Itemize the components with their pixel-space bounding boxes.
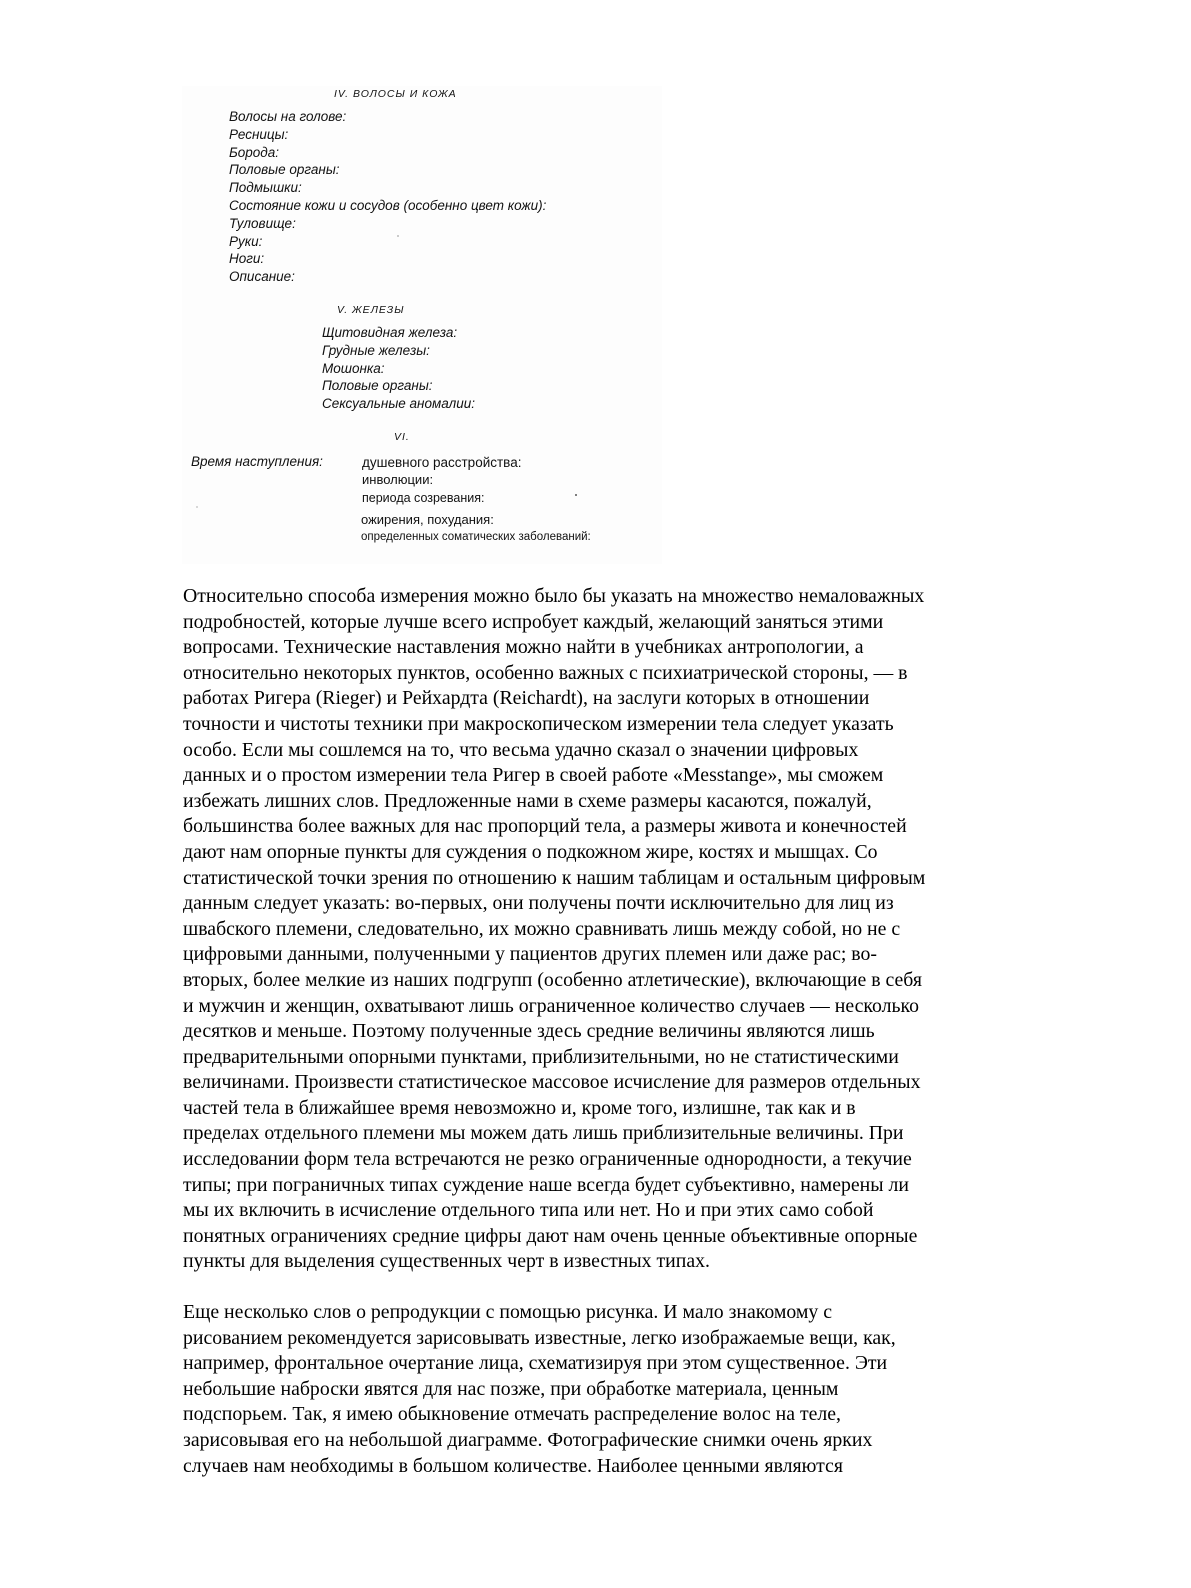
scan-speck: [196, 506, 198, 508]
body-paragraph-2: [183, 1300, 1023, 1479]
text-line: десятков и меньше. Поэтому полученные здесь средние величины являются лишь: [183, 1020, 875, 1043]
field-label: Щитовидная железа:: [322, 325, 458, 340]
text-line: рисованием рекомендуется зарисовывать известные, легко изображаемые вещи, как,: [183, 1326, 896, 1349]
text-line: особо. Если мы сошлемся на то, что весьма удачно сказал о значении цифровых: [183, 738, 859, 761]
text-line: типы; при пограничных типах суждение наше всегда будет субъективно, намерены ли: [183, 1173, 909, 1196]
text-line: дают нам опорные пункты для суждения о подкожном жире, костях и мышцах. Со: [183, 840, 878, 863]
text-line: вторых, более мелкие из наших подгрупп (особенно атлетические), включающие в себя: [183, 968, 922, 991]
field-label: Волосы на голове:: [229, 109, 347, 124]
text-line: мы их включить в исчисление отдельного типа или нет. Но и при этих само собой: [183, 1199, 874, 1222]
section-iv-title: IV. ВОЛОСЫ И КОЖА: [334, 88, 457, 100]
field-label: Грудные железы:: [322, 342, 430, 358]
field-label: Половые органы:: [229, 162, 340, 178]
field-label: Половые органы:: [322, 378, 433, 394]
field-label: Мошонка:: [322, 360, 385, 376]
field-label: Состояние кожи и сосудов (особенно цвет кожи):: [229, 197, 547, 213]
text-line: статистической точки зрения по отношению к нашим таблицам и остальным цифровым: [183, 866, 926, 889]
text-line: относительно некоторых пунктов, особенно важных с психиатрической стороны, — в: [183, 661, 908, 684]
text-line: большинства более важных для нас пропорций тела, а размеры живота и конечностей: [183, 815, 907, 838]
onset-item: периода созревания:: [362, 491, 485, 505]
body-paragraph-1: [183, 584, 1023, 1275]
scan-speck: [397, 235, 399, 237]
text-line: Еще несколько слов о репродукции с помощью рисунка. И мало знакомому с: [183, 1301, 833, 1323]
text-line: величинами. Произвести статистическое массовое исчисление для размеров отдельных: [183, 1071, 921, 1094]
onset-item: ожирения, похудания:: [361, 512, 494, 527]
text-line: понятных ограничениях средние цифры дают нам очень ценные объективные опорные: [183, 1224, 918, 1247]
onset-label: Время наступления:: [191, 454, 323, 469]
onset-item: душевного расстройства:: [362, 455, 522, 470]
text-line: вопросами. Технические наставления можно найти в учебниках антропологии, а: [183, 636, 864, 659]
text-line: работах Ригера (Rieger) и Рейхардта (Reichardt), на заслуги которых в отношении: [183, 687, 870, 710]
scan-speck: [575, 494, 577, 496]
section-iv-field-list: [229, 108, 546, 286]
text-line: подспорьем. Так, я имею обыкновение отмечать распределение волос на теле,: [183, 1403, 841, 1426]
text-line: зарисовывая его на небольшой диаграмме. Фотографические снимки очень ярких: [183, 1428, 873, 1451]
text-line: цифровыми данными, полученными у пациентов других племен или даже рас; во-: [183, 943, 877, 966]
text-line: подробностей, которые лучше всего испробует каждый, желающий заняться этими: [183, 610, 884, 633]
text-line: случаев нам необходимы в большом количестве. Наиболее ценными являются: [183, 1454, 843, 1477]
text-line: и мужчин и женщин, охватывают лишь ограниченное количество случаев — несколько: [183, 994, 920, 1017]
section-vi-title: VI.: [394, 431, 410, 443]
field-label: Описание:: [229, 269, 295, 285]
section-v-field-list: [322, 324, 475, 413]
text-line: исследовании форм тела встречаются не резко ограниченные однородности, а текучие: [183, 1148, 912, 1171]
field-label: Туловище:: [229, 215, 296, 231]
field-label: Ресницы:: [229, 126, 289, 142]
text-line: данным следует указать: во-первых, они получены почти исключительно для лиц из: [183, 892, 894, 915]
onset-item: инволюции:: [362, 472, 434, 487]
text-line: швабского племени, следовательно, их можно сравнивать лишь между собой, но не с: [183, 917, 901, 940]
text-line: предварительными опорными пунктами, приблизительными, но не статистическими: [183, 1045, 899, 1068]
section-v-title: V. ЖЕЛЕЗЫ: [337, 304, 405, 316]
field-label: Подмышки:: [229, 180, 302, 196]
text-line: избежать лишних слов. Предложенные нами в схеме размеры касаются, пожалуй,: [183, 789, 872, 812]
text-line: пределах отдельного племени мы можем дать лишь приблизительные величины. При: [183, 1122, 904, 1145]
field-label: Борода:: [229, 144, 280, 160]
field-label: Руки:: [229, 233, 263, 249]
text-line: Относительно способа измерения можно было бы указать на множество немаловажных: [183, 585, 925, 607]
text-line: частей тела в ближайшее время невозможно и, кроме того, излишне, так как и в: [183, 1096, 856, 1119]
text-line: например, фронтальное очертание лица, схематизируя при этом существенное. Эти: [183, 1352, 888, 1375]
scanned-form-image: [182, 86, 662, 564]
text-line: пункты для выделения существенных черт в известных типах.: [183, 1250, 710, 1273]
field-label: Ноги:: [229, 251, 265, 267]
text-line: данных и о простом измерении тела Ригер в своей работе «Messtange», мы сможем: [183, 764, 884, 787]
onset-item: определенных соматических заболеваний:: [361, 531, 591, 543]
text-line: точности и чистоты техники при макроскопическом измерении тела следует указать: [183, 712, 894, 735]
field-label: Сексуальные аномалии:: [322, 396, 475, 412]
text-line: небольшие наброски явятся для нас позже, при обработке материала, ценным: [183, 1377, 839, 1400]
